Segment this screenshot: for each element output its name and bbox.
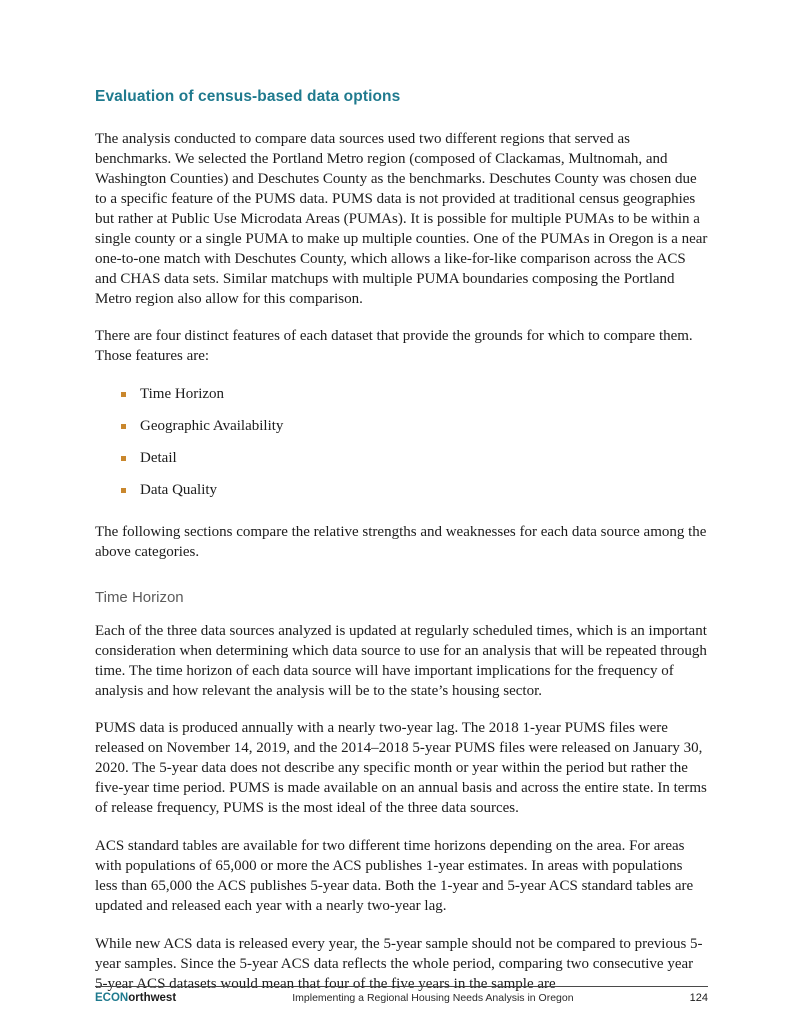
paragraph-acs-comparison: While new ACS data is released every year, the 5-year sample should not be compared to previous 5-year samples. Since the 5-year ACS data reflects the whole period, comparing two consecutive year 5-year ACS datasets would mean that four of the five years in the sample are — [95, 935, 703, 992]
list-item — [121, 481, 708, 501]
paragraph-acs-tables: ACS standard tables are available for two different time horizons depending on the area. For areas with populations of 65,000 or more the ACS publishes 1-year estimates. In areas with populations less than 65,000 the ACS publishes 5-year data. Both the 1-year and 5-year ACS standard tables are updated and released each year with a nearly two-year lag. — [95, 838, 694, 914]
square-bullet-icon — [121, 392, 126, 397]
square-bullet-icon — [121, 488, 126, 493]
square-bullet-icon — [121, 424, 126, 429]
list-item-label: Geographic Availability — [140, 418, 284, 435]
brand-logo — [95, 992, 176, 1004]
paragraph-sections-compare: The following sections compare the relative strengths and weaknesses for each data source among the above categories. — [95, 523, 707, 560]
paragraph-benchmarks: The analysis conducted to compare data sources used two different regions that served as benchmarks. We selected the Portland Metro region (composed of Clackamas, Multnomah, and Washington Counties) and Deschutes County as the benchmarks. Deschutes County was chosen due to a specific feature of the PUMS data. PUMS data is not provided at traditional census geographies but rather at Public Use Microdata Areas (PUMAs). It is possible for multiple PUMAs to be within a single county or a single PUMA to make up multiple counties. One of the PUMAs in Oregon is a near one-to-one match with Deschutes County, which allows a like-for-like comparison across the ACS and CHAS data sets. Similar matchups with multiple PUMA boundaries composing the Portland Metro region also allow for this comparison. — [95, 131, 708, 307]
paragraph-update-schedule: Each of the three data sources analyzed is updated at regularly scheduled times, which is an important consideration when determining which data source to use for an analysis that will be repeated through time. The time horizon of each data source will have important implications for the frequency of analysis and how relevant the analysis will be to the state’s housing sector. — [95, 622, 707, 699]
square-bullet-icon — [121, 456, 126, 461]
page-number: 124 — [689, 992, 708, 1004]
list-item — [121, 449, 708, 469]
footer-title: Implementing a Regional Housing Needs Analysis in Oregon — [292, 992, 574, 1004]
list-item-label: Time Horizon — [140, 386, 225, 403]
feature-list — [95, 385, 708, 501]
paragraph-pums-release: PUMS data is produced annually with a nearly two-year lag. The 2018 1-year PUMS files were released on November 14, 2019, and the 2014–2018 5-year PUMS files were released on January 30, 2020. The 5-year data does not describe any specific month or year within the period but rather the five-year time period. PUMS is made available on an annual basis and across the entire state. In terms of release frequency, PUMS is the most ideal of the three data sources. — [95, 720, 707, 817]
brand-rest: orthwest — [128, 992, 177, 1004]
section-heading: Evaluation of census-based data options — [95, 88, 401, 105]
brand-econ: ECON — [95, 992, 129, 1004]
subheading-time-horizon: Time Horizon — [95, 588, 184, 606]
list-item — [121, 385, 708, 405]
page-footer — [95, 986, 708, 1004]
list-item — [121, 417, 708, 437]
page-content — [95, 88, 708, 1013]
list-item-label: Detail — [140, 450, 177, 467]
list-item-label: Data Quality — [140, 482, 218, 499]
paragraph-features-intro: There are four distinct features of each dataset that provide the grounds for which to compare them. Those features are: — [95, 328, 693, 365]
